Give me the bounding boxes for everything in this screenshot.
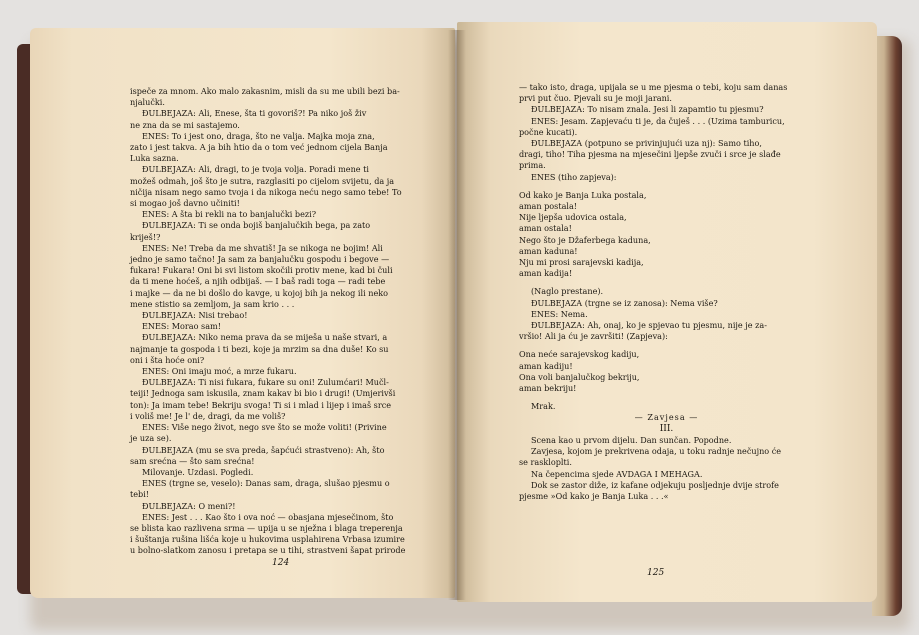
text-line: u bolno-slatkom zanosu i pretapa se u tihi, strastveni šapat prirode bbox=[130, 545, 406, 556]
text-line: je uza se). bbox=[130, 433, 172, 444]
verse-line: Nego što je Džaferbega kaduna, bbox=[519, 234, 651, 245]
text-line: ĐULBEJAZA: To nisam znala. Jesi li zapamtio tu pjesmu? bbox=[531, 104, 764, 115]
song-verse-1 bbox=[519, 190, 814, 280]
text-line: tebi! bbox=[130, 489, 150, 500]
right-intro-lines bbox=[519, 82, 814, 183]
text-line: ĐULBEJAZA (trgne se iz zanosa): Nema više? bbox=[531, 297, 718, 308]
text-line: kriješ!? bbox=[130, 231, 161, 242]
text-line: oni i šta hoće oni? bbox=[130, 354, 205, 365]
text-line: njalučki. bbox=[130, 97, 165, 108]
act-heading: III. bbox=[659, 423, 674, 434]
text-line: i voliš me! Je l' de, dragi, da me voliš? bbox=[130, 410, 286, 421]
text-line: ĐULBEJAZA (potpuno se privinjujući uza nj): Samo tiho, bbox=[531, 138, 762, 149]
text-line: prima. bbox=[519, 160, 546, 171]
verse-line: Nije ljepša udovica ostala, bbox=[519, 212, 627, 223]
text-line: Dok se zastor diže, iz kafane odjekuju posljednje dvije strofe bbox=[531, 479, 779, 490]
text-line: ENES: Ne! Treba da me shvatiš! Ja se nikoga ne bojim! Ali bbox=[142, 242, 383, 253]
text-line: dragi, tiho! Tiha pjesma na mjesečini ljepše zvuči i srce je slađe bbox=[519, 149, 781, 160]
act-three-lines bbox=[519, 435, 814, 502]
text-line: ĐULBEJAZA: Ah, onaj, ko je spjevao tu pjesmu, nije je za- bbox=[531, 320, 767, 331]
left-page-number: 124 bbox=[272, 558, 290, 568]
verse-line: aman kadija! bbox=[519, 268, 573, 279]
text-line: pjesme »Od kako je Banja Luka . . .« bbox=[519, 490, 669, 501]
text-line: jedno je samo tačno! Ja sam za banjalučku gospodu i begove — bbox=[130, 254, 390, 265]
verse-line: aman postala! bbox=[519, 201, 578, 212]
text-line: ĐULBEJAZA: Niko nema prava da se miješa u naše stvari, a bbox=[142, 332, 388, 343]
left-page-text bbox=[130, 86, 427, 557]
text-line: ENES: Nema. bbox=[531, 308, 588, 319]
text-line: (Naglo prestane). bbox=[531, 286, 604, 297]
right-page bbox=[457, 22, 877, 602]
verse-line: aman kadiju! bbox=[519, 360, 573, 371]
text-line: mene stistio sa zemljom, ja sam krio . . . bbox=[130, 298, 295, 309]
text-line: ENES: Jest . . . Kao što i ova noć — obasjana mjesečinom, što bbox=[142, 511, 394, 522]
book-gutter bbox=[448, 30, 466, 600]
right-middle-lines bbox=[519, 286, 814, 342]
text-line: ENES: Morao sam! bbox=[142, 321, 221, 332]
text-line: se raskloplti. bbox=[519, 457, 572, 468]
verse-line: Ona voli banjalučkog bekriju, bbox=[519, 371, 640, 382]
text-line: zato i jest takva. A ja bih htio da o tom već jednom cijela Banja bbox=[130, 142, 388, 153]
text-line: ĐULBEJAZA: Nisi trebao! bbox=[142, 310, 248, 321]
text-line: ĐULBEJAZA (mu se sva preda, šapćući strastveno): Ah, što bbox=[142, 444, 385, 455]
text-line: ton): Ja imam tebe! Bekriju svoga! Ti si i mlad i lijep i imaš srce bbox=[130, 399, 392, 410]
stage-direction-mrak: Mrak. bbox=[531, 401, 556, 412]
verse-line: Nju mi prosi sarajevski kadija, bbox=[519, 257, 644, 268]
text-line: ne zna da se mi sastajemo. bbox=[130, 119, 240, 130]
text-line: ENES (tiho zapjeva): bbox=[531, 171, 617, 182]
text-line: ĐULBEJAZA: O meni?! bbox=[142, 500, 236, 511]
text-line: ispeče za mnom. Ako malo zakasnim, misli da su me ubili bezi ba- bbox=[130, 86, 400, 96]
verse-line: Od kako je Banja Luka postala, bbox=[519, 189, 647, 200]
text-line: prvi put čuo. Pjevali su je moji jarani. bbox=[519, 93, 672, 104]
text-line: Scena kao u prvom dijelu. Dan sunčan. Popodne. bbox=[531, 434, 732, 445]
text-line: ENES: Više nego život, nego sve što se može voliti! (Privine bbox=[142, 422, 387, 433]
text-line: ĐULBEJAZA: Ali, dragi, to je tvoja volja. Poradi mene ti bbox=[142, 164, 370, 175]
text-line: ĐULBEJAZA: Ali, Enese, šta ti govoriš?! Pa niko još živ bbox=[142, 108, 367, 119]
text-line: se blista kao razlivena srma — upija u se nježna i blaga treperenja bbox=[130, 522, 403, 533]
text-line: ENES: A šta bi rekli na to banjalučki bezi? bbox=[142, 209, 317, 220]
left-page bbox=[30, 28, 455, 598]
verse-line: aman bekriju! bbox=[519, 383, 577, 394]
text-line: ENES: Jesam. Zapjevaću ti je, da čuješ . . . (Uzima tamburicu, bbox=[531, 115, 785, 126]
right-page-text bbox=[519, 82, 814, 502]
text-line: teiji! Jednoga sam iskusila, znam kakav bi bio i drugi! (Umjerivši bbox=[130, 388, 396, 399]
text-line: ĐULBEJAZA: Ti nisi fukara, fukare su oni! Zulumćari! Mučl- bbox=[142, 377, 389, 388]
text-line: i majke — da ne bi došlo do kavge, u kojoj bih ja nekog ili neko bbox=[130, 287, 389, 298]
text-line: počne kucati). bbox=[519, 126, 578, 137]
verse-line: aman ostala! bbox=[519, 223, 572, 234]
curtain-line: — Zavjesa — bbox=[634, 412, 699, 423]
text-line: ničija nisam nego samo tvoja i da nikoga neću nego samo tebe! To bbox=[130, 186, 402, 197]
text-line: ENES: To i jest ono, draga, što ne valja. Majka moja zna, bbox=[142, 130, 375, 141]
text-line: — tako isto, draga, upijala se u me pjesma o tebi, koju sam danas bbox=[519, 82, 788, 92]
song-verse-2 bbox=[519, 349, 814, 394]
text-line: Na čepencima sjede AVDAGA I MEHAGA. bbox=[531, 468, 703, 479]
text-line: ENES: Oni imaju moć, a mrze fukaru. bbox=[142, 366, 297, 377]
text-line: i šuštanja rušina lišća koje u hukovima usplahirena Vrbasa izumire bbox=[130, 534, 405, 545]
verse-line: aman kaduna! bbox=[519, 245, 578, 256]
text-line: ĐULBEJAZA: Ti se onda bojiš banjalučkih bega, pa zato bbox=[142, 220, 371, 231]
text-line: Luka sazna. bbox=[130, 153, 179, 164]
text-line: fukara! Fukara! Oni bi svi listom skočili protiv mene, kad bi čuli bbox=[130, 265, 393, 276]
right-page-number: 125 bbox=[647, 568, 665, 578]
verse-line: Ona neće sarajevskog kadiju, bbox=[519, 349, 640, 360]
text-line: si mogao još davno učiniti! bbox=[130, 198, 240, 209]
text-line: najmanje ta gospoda i ti bezi, koje ja mrzim sa dna duše! Ko su bbox=[130, 343, 389, 354]
text-line: možeš odmah, još što je sutra, razglasiti po cijelom svijetu, da ja bbox=[130, 175, 395, 186]
text-line: Milovanje. Uzdasi. Pogledi. bbox=[142, 466, 254, 477]
text-line: ENES (trgne se, veselo): Danas sam, draga, slušao pjesmu o bbox=[142, 478, 390, 489]
text-line: sam srećna — što sam srećna! bbox=[130, 455, 255, 466]
text-line: Zavjesa, kojom je prekrivena odaja, u toku radnje nečujno će bbox=[531, 446, 782, 457]
text-line: da ti mene hoćeš, a njih odbijaš. — I baš radi toga — radi tebe bbox=[130, 276, 386, 287]
text-line: vršio! Ali ja ću je završiti! (Zapjeva): bbox=[519, 331, 668, 342]
